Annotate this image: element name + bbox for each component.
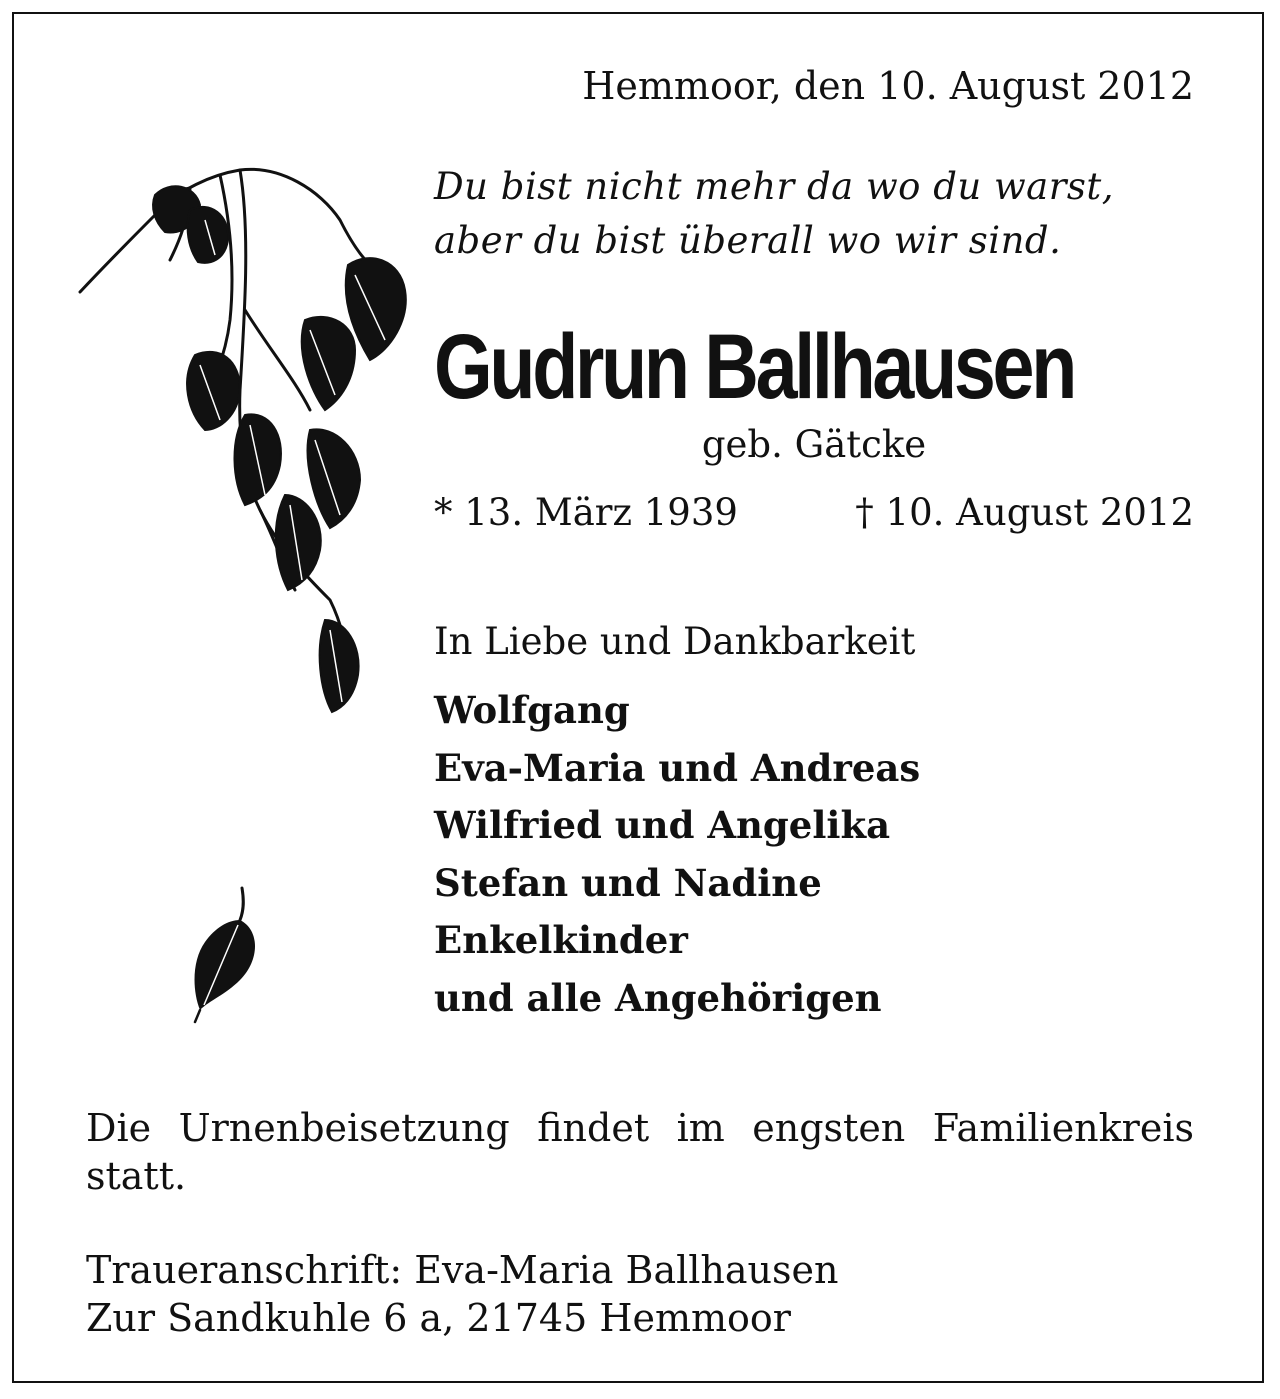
quote-line-2: aber du bist überall wo wir sind. bbox=[434, 219, 1062, 262]
maiden-name: geb. Gätcke bbox=[701, 423, 927, 466]
quote-line-1: Du bist nicht mehr da wo du warst, bbox=[434, 165, 1115, 208]
falling-leaf-icon bbox=[180, 880, 270, 1030]
mourners-intro: In Liebe und Dankbarkeit bbox=[434, 620, 916, 663]
deceased-name: Gudrun Ballhausen bbox=[434, 316, 1075, 418]
address-line-2: Zur Sandkuhle 6 a, 21745 Hemmoor bbox=[86, 1296, 791, 1340]
mourner-name: Stefan und Nadine bbox=[434, 860, 822, 905]
mourners-list bbox=[434, 682, 920, 1027]
birth-date: * 13. März 1939 bbox=[434, 491, 738, 534]
mourner-name: Enkelkinder bbox=[434, 918, 688, 962]
mourner-name: Wilfried und Angelika bbox=[434, 803, 891, 847]
burial-note: Die Urnenbeisetzung findet im engsten Familienkreis statt. bbox=[86, 1106, 1194, 1198]
mourning-address bbox=[86, 1246, 839, 1342]
mourner-name: Eva-Maria und Andreas bbox=[434, 745, 921, 790]
death-date: † 10. August 2012 bbox=[855, 491, 1194, 534]
birch-branch-icon bbox=[70, 150, 430, 730]
mourner-name: Wolfgang bbox=[434, 688, 630, 732]
address-line-1: Traueranschrift: Eva-Maria Ballhausen bbox=[86, 1248, 839, 1292]
memorial-quote bbox=[434, 160, 1194, 268]
place-date: Hemmoor, den 10. August 2012 bbox=[582, 64, 1194, 108]
mourner-name: und alle Angehörigen bbox=[434, 975, 882, 1020]
